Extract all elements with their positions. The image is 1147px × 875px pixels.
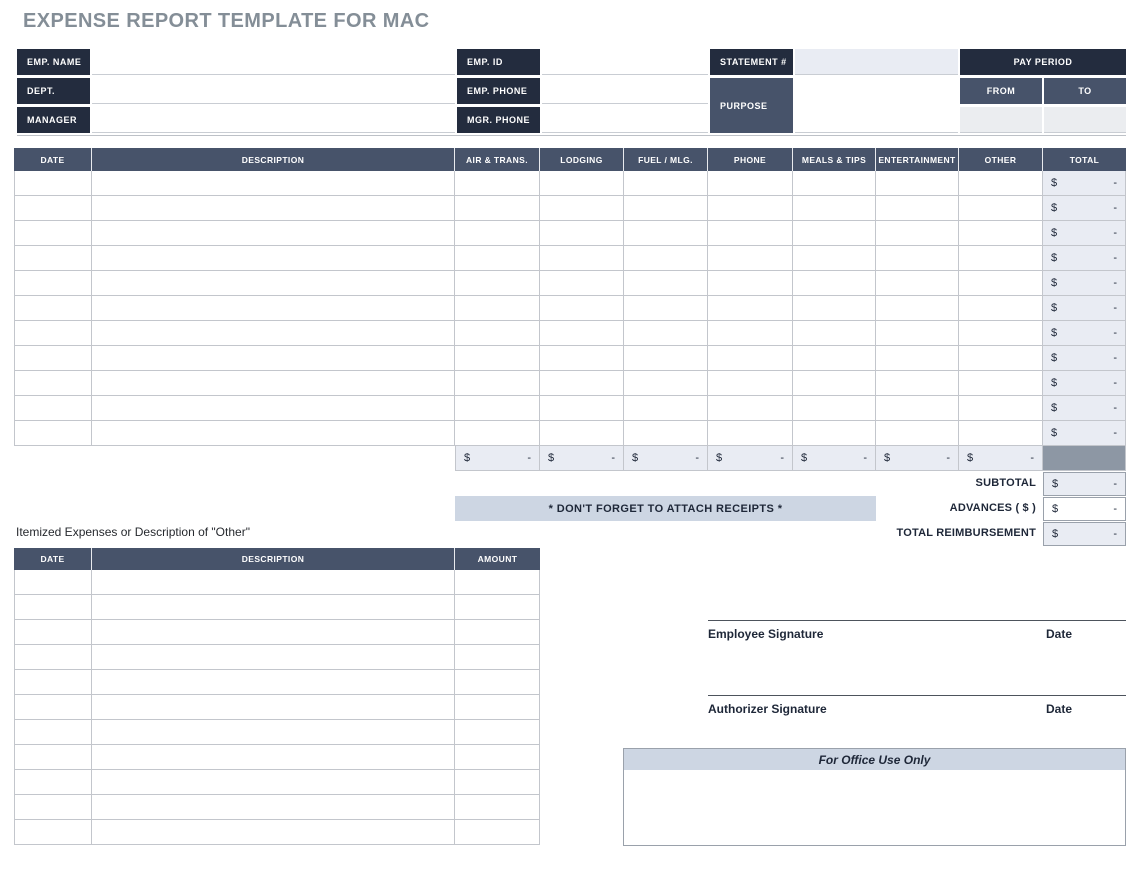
- grand-total-blocked-cell: [1043, 446, 1126, 471]
- emp-phone-label: EMP. PHONE: [457, 78, 540, 104]
- row-total-cell: [1043, 421, 1126, 446]
- table-row: [14, 795, 540, 820]
- empty-amount: -: [1113, 227, 1117, 239]
- currency-symbol: $: [1052, 503, 1059, 515]
- itemized-col-header-description: DESCRIPTION: [92, 548, 455, 570]
- currency-symbol: $: [1051, 227, 1058, 239]
- table-row: [14, 171, 1126, 196]
- description-cell[interactable]: [92, 321, 455, 346]
- meals-tips-cell[interactable]: [793, 421, 876, 446]
- lodging-cell[interactable]: [540, 421, 624, 446]
- empty-amount: -: [780, 452, 784, 464]
- statement-input[interactable]: [795, 49, 958, 75]
- empty-amount: -: [1113, 478, 1117, 490]
- description-cell[interactable]: [92, 196, 455, 221]
- other-cell[interactable]: [959, 421, 1043, 446]
- currency-symbol: $: [1051, 202, 1058, 214]
- mgr-phone-input[interactable]: [542, 107, 708, 133]
- itemized-description-cell[interactable]: [92, 645, 455, 670]
- empty-amount: -: [1113, 252, 1117, 264]
- empty-amount: -: [1113, 402, 1117, 414]
- empty-amount: -: [1113, 528, 1117, 540]
- other-cell[interactable]: [959, 371, 1043, 396]
- currency-symbol: $: [1051, 377, 1058, 389]
- lodging-cell[interactable]: [540, 396, 624, 421]
- itemized-description-cell[interactable]: [92, 695, 455, 720]
- itemized-amount-cell[interactable]: [455, 570, 540, 595]
- employee-signature-label: Employee Signature: [708, 627, 824, 641]
- fuel-mlg-cell[interactable]: [624, 221, 708, 246]
- description-cell[interactable]: [92, 371, 455, 396]
- currency-symbol: $: [1052, 528, 1059, 540]
- table-row: [14, 570, 540, 595]
- empty-amount: -: [1113, 352, 1117, 364]
- date-cell[interactable]: [14, 246, 92, 271]
- pay-period-from-input[interactable]: [960, 107, 1042, 133]
- meals-tips-total-cell: [793, 446, 876, 471]
- itemized-date-cell[interactable]: [14, 745, 92, 770]
- description-cell[interactable]: [92, 271, 455, 296]
- date-cell[interactable]: [14, 221, 92, 246]
- itemized-date-cell[interactable]: [14, 595, 92, 620]
- itemized-amount-cell[interactable]: [455, 595, 540, 620]
- empty-amount: -: [1113, 503, 1117, 515]
- lodging-cell[interactable]: [540, 171, 624, 196]
- currency-symbol: $: [1052, 478, 1059, 490]
- date-cell[interactable]: [14, 421, 92, 446]
- itemized-col-header-amount: AMOUNT: [455, 548, 540, 570]
- row-total-cell: [1043, 321, 1126, 346]
- itemized-description-cell[interactable]: [92, 595, 455, 620]
- fuel-mlg-cell[interactable]: [624, 346, 708, 371]
- empty-amount: -: [1113, 377, 1117, 389]
- statement-label: STATEMENT #: [710, 49, 793, 75]
- currency-symbol: $: [1051, 327, 1058, 339]
- date-cell[interactable]: [14, 196, 92, 221]
- date-cell[interactable]: [14, 371, 92, 396]
- entertainment-cell[interactable]: [876, 221, 959, 246]
- table-row: [14, 271, 1126, 296]
- table-row: [14, 770, 540, 795]
- other-cell[interactable]: [959, 171, 1043, 196]
- fuel-mlg-cell[interactable]: [624, 171, 708, 196]
- table-row: [14, 296, 1126, 321]
- manager-input[interactable]: [92, 107, 455, 133]
- meals-tips-cell[interactable]: [793, 296, 876, 321]
- table-row: [14, 745, 540, 770]
- itemized-date-cell[interactable]: [14, 820, 92, 845]
- subtotal-label: SUBTOTAL: [975, 477, 1036, 489]
- lodging-cell[interactable]: [540, 371, 624, 396]
- phone-cell[interactable]: [708, 271, 793, 296]
- entertainment-cell[interactable]: [876, 421, 959, 446]
- empty-amount: -: [1113, 427, 1117, 439]
- itemized-date-cell[interactable]: [14, 645, 92, 670]
- other-cell[interactable]: [959, 396, 1043, 421]
- emp-name-label: EMP. NAME: [17, 49, 90, 75]
- lodging-cell[interactable]: [540, 196, 624, 221]
- expense-table: [14, 148, 1126, 471]
- dept-input[interactable]: [92, 78, 455, 104]
- meals-tips-cell[interactable]: [793, 371, 876, 396]
- currency-symbol: $: [464, 452, 471, 464]
- total-reimbursement-label: TOTAL REIMBURSEMENT: [896, 527, 1036, 539]
- date-cell[interactable]: [14, 271, 92, 296]
- itemized-header-row: [14, 548, 540, 570]
- entertainment-cell[interactable]: [876, 246, 959, 271]
- itemized-amount-cell[interactable]: [455, 695, 540, 720]
- row-total-cell: [1043, 296, 1126, 321]
- meals-tips-cell[interactable]: [793, 271, 876, 296]
- empty-amount: -: [611, 452, 615, 464]
- empty-amount: -: [527, 452, 531, 464]
- table-row: [14, 371, 1126, 396]
- description-cell[interactable]: [92, 171, 455, 196]
- itemized-description-cell[interactable]: [92, 770, 455, 795]
- air-trans-cell[interactable]: [455, 196, 540, 221]
- date-cell[interactable]: [14, 171, 92, 196]
- entertainment-cell[interactable]: [876, 171, 959, 196]
- table-row: [14, 670, 540, 695]
- air-trans-cell[interactable]: [455, 221, 540, 246]
- itemized-date-cell[interactable]: [14, 770, 92, 795]
- office-use-area[interactable]: [623, 770, 1126, 846]
- currency-symbol: $: [716, 452, 723, 464]
- description-cell[interactable]: [92, 421, 455, 446]
- col-header-air-trans: AIR & TRANS.: [455, 148, 540, 171]
- advances-label: ADVANCES ( $ ): [949, 502, 1036, 514]
- col-header-fuel-mlg: FUEL / MLG.: [624, 148, 708, 171]
- description-cell[interactable]: [92, 396, 455, 421]
- totals-row-spacer: [92, 446, 455, 471]
- itemized-amount-cell[interactable]: [455, 620, 540, 645]
- itemized-col-header-date: DATE: [14, 548, 92, 570]
- itemized-amount-cell[interactable]: [455, 670, 540, 695]
- row-total-cell: [1043, 346, 1126, 371]
- itemized-table: [14, 548, 540, 845]
- currency-symbol: $: [1051, 402, 1058, 414]
- page-title: EXPENSE REPORT TEMPLATE FOR MAC: [23, 10, 430, 32]
- currency-symbol: $: [801, 452, 808, 464]
- empty-amount: -: [1113, 277, 1117, 289]
- currency-symbol: $: [884, 452, 891, 464]
- description-cell[interactable]: [92, 246, 455, 271]
- row-total-cell: [1043, 246, 1126, 271]
- empty-amount: -: [695, 452, 699, 464]
- empty-amount: -: [1113, 202, 1117, 214]
- attach-receipts-banner: * DON'T FORGET TO ATTACH RECEIPTS *: [455, 496, 876, 521]
- entertainment-cell[interactable]: [876, 321, 959, 346]
- air-trans-total-cell: [455, 446, 540, 471]
- col-header-total: TOTAL: [1043, 148, 1126, 171]
- table-row: [14, 620, 540, 645]
- row-total-cell: [1043, 396, 1126, 421]
- office-use-header: For Office Use Only: [623, 748, 1126, 771]
- meals-tips-cell[interactable]: [793, 171, 876, 196]
- dept-label: DEPT.: [17, 78, 90, 104]
- currency-symbol: $: [1051, 252, 1058, 264]
- itemized-amount-cell[interactable]: [455, 770, 540, 795]
- row-total-cell: [1043, 371, 1126, 396]
- table-row: [14, 246, 1126, 271]
- itemized-amount-cell[interactable]: [455, 645, 540, 670]
- table-row: [14, 595, 540, 620]
- phone-cell[interactable]: [708, 246, 793, 271]
- pay-period-to-label: TO: [1044, 78, 1126, 104]
- empty-amount: -: [863, 452, 867, 464]
- currency-symbol: $: [1051, 302, 1058, 314]
- col-header-lodging: LODGING: [540, 148, 624, 171]
- row-total-cell: [1043, 271, 1126, 296]
- other-cell[interactable]: [959, 221, 1043, 246]
- empty-amount: -: [1113, 177, 1117, 189]
- col-header-phone: PHONE: [708, 148, 793, 171]
- fuel-mlg-cell[interactable]: [624, 396, 708, 421]
- table-row: [14, 695, 540, 720]
- entertainment-cell[interactable]: [876, 371, 959, 396]
- fuel-mlg-cell[interactable]: [624, 271, 708, 296]
- table-row: [14, 221, 1126, 246]
- itemized-amount-cell[interactable]: [455, 720, 540, 745]
- lodging-total-cell: [540, 446, 624, 471]
- totals-row-spacer: [14, 446, 92, 471]
- empty-amount: -: [1113, 327, 1117, 339]
- fuel-mlg-cell[interactable]: [624, 421, 708, 446]
- table-row: [14, 820, 540, 845]
- fuel-mlg-cell[interactable]: [624, 321, 708, 346]
- pay-period-from-label: FROM: [960, 78, 1042, 104]
- entertainment-cell[interactable]: [876, 271, 959, 296]
- authorizer-signature-line[interactable]: [708, 695, 1126, 696]
- table-row: [14, 346, 1126, 371]
- itemized-description-cell[interactable]: [92, 745, 455, 770]
- col-header-entertainment: ENTERTAINMENT: [876, 148, 959, 171]
- other-cell[interactable]: [959, 296, 1043, 321]
- employee-date-label: Date: [1046, 627, 1073, 641]
- empty-amount: -: [1113, 302, 1117, 314]
- air-trans-cell[interactable]: [455, 396, 540, 421]
- air-trans-cell[interactable]: [455, 296, 540, 321]
- pay-period-header: PAY PERIOD: [960, 49, 1126, 75]
- pay-period-to-input[interactable]: [1044, 107, 1126, 133]
- table-row: [14, 421, 1126, 446]
- fuel-mlg-cell[interactable]: [624, 371, 708, 396]
- currency-symbol: $: [1051, 352, 1058, 364]
- date-cell[interactable]: [14, 396, 92, 421]
- expense-table-header-row: [14, 148, 1126, 171]
- air-trans-cell[interactable]: [455, 421, 540, 446]
- phone-cell[interactable]: [708, 371, 793, 396]
- entertainment-cell[interactable]: [876, 396, 959, 421]
- currency-symbol: $: [1051, 427, 1058, 439]
- fuel-mlg-total-cell: [624, 446, 708, 471]
- col-header-date: DATE: [14, 148, 92, 171]
- entertainment-cell[interactable]: [876, 296, 959, 321]
- fuel-mlg-cell[interactable]: [624, 296, 708, 321]
- subtotal-value: [1043, 472, 1126, 496]
- phone-cell[interactable]: [708, 171, 793, 196]
- meals-tips-cell[interactable]: [793, 246, 876, 271]
- purpose-label: PURPOSE: [710, 78, 793, 133]
- air-trans-cell[interactable]: [455, 271, 540, 296]
- fuel-mlg-cell[interactable]: [624, 246, 708, 271]
- phone-total-cell: [708, 446, 793, 471]
- col-header-other: OTHER: [959, 148, 1043, 171]
- currency-symbol: $: [548, 452, 555, 464]
- itemized-date-cell[interactable]: [14, 695, 92, 720]
- other-cell[interactable]: [959, 346, 1043, 371]
- itemized-date-cell[interactable]: [14, 570, 92, 595]
- column-totals-row: [14, 446, 1126, 471]
- phone-cell[interactable]: [708, 221, 793, 246]
- meals-tips-cell[interactable]: [793, 346, 876, 371]
- itemized-caption: Itemized Expenses or Description of "Other": [16, 525, 250, 539]
- itemized-amount-cell[interactable]: [455, 745, 540, 770]
- currency-symbol: $: [1051, 177, 1058, 189]
- meals-tips-cell[interactable]: [793, 321, 876, 346]
- itemized-date-cell[interactable]: [14, 620, 92, 645]
- meals-tips-cell[interactable]: [793, 396, 876, 421]
- air-trans-cell[interactable]: [455, 246, 540, 271]
- total-reimbursement-value: [1043, 522, 1126, 546]
- entertainment-cell[interactable]: [876, 196, 959, 221]
- table-row: [14, 720, 540, 745]
- currency-symbol: $: [1051, 277, 1058, 289]
- air-trans-cell[interactable]: [455, 171, 540, 196]
- lodging-cell[interactable]: [540, 221, 624, 246]
- date-cell[interactable]: [14, 296, 92, 321]
- itemized-amount-cell[interactable]: [455, 820, 540, 845]
- empty-amount: -: [1030, 452, 1034, 464]
- info-block-divider: [17, 135, 1126, 136]
- itemized-date-cell[interactable]: [14, 670, 92, 695]
- air-trans-cell[interactable]: [455, 321, 540, 346]
- air-trans-cell[interactable]: [455, 346, 540, 371]
- table-row: [14, 196, 1126, 221]
- lodging-cell[interactable]: [540, 321, 624, 346]
- itemized-description-cell[interactable]: [92, 670, 455, 695]
- phone-cell[interactable]: [708, 296, 793, 321]
- table-row: [14, 321, 1126, 346]
- table-row: [14, 396, 1126, 421]
- phone-cell[interactable]: [708, 321, 793, 346]
- lodging-cell[interactable]: [540, 346, 624, 371]
- expense-table-body: [14, 171, 1126, 446]
- itemized-description-cell[interactable]: [92, 570, 455, 595]
- currency-symbol: $: [632, 452, 639, 464]
- entertainment-cell[interactable]: [876, 346, 959, 371]
- description-cell[interactable]: [92, 346, 455, 371]
- fuel-mlg-cell[interactable]: [624, 196, 708, 221]
- emp-name-input[interactable]: [92, 49, 455, 75]
- meals-tips-cell[interactable]: [793, 196, 876, 221]
- employee-signature-line[interactable]: [708, 620, 1126, 621]
- itemized-description-cell[interactable]: [92, 795, 455, 820]
- currency-symbol: $: [967, 452, 974, 464]
- phone-cell[interactable]: [708, 421, 793, 446]
- authorizer-date-label: Date: [1046, 702, 1073, 716]
- itemized-date-cell[interactable]: [14, 720, 92, 745]
- other-cell[interactable]: [959, 196, 1043, 221]
- date-cell[interactable]: [14, 321, 92, 346]
- mgr-phone-label: MGR. PHONE: [457, 107, 540, 133]
- row-total-cell: [1043, 171, 1126, 196]
- itemized-description-cell[interactable]: [92, 720, 455, 745]
- entertainment-total-cell: [876, 446, 959, 471]
- phone-cell[interactable]: [708, 396, 793, 421]
- manager-label: MANAGER: [17, 107, 90, 133]
- phone-cell[interactable]: [708, 346, 793, 371]
- description-cell[interactable]: [92, 296, 455, 321]
- row-total-cell: [1043, 196, 1126, 221]
- empty-amount: -: [946, 452, 950, 464]
- itemized-description-cell[interactable]: [92, 820, 455, 845]
- description-cell[interactable]: [92, 221, 455, 246]
- phone-cell[interactable]: [708, 196, 793, 221]
- col-header-description: DESCRIPTION: [92, 148, 455, 171]
- purpose-input[interactable]: [795, 78, 958, 133]
- other-total-cell: [959, 446, 1043, 471]
- advances-value[interactable]: [1043, 497, 1126, 521]
- emp-phone-input[interactable]: [542, 78, 708, 104]
- table-row: [14, 645, 540, 670]
- authorizer-signature-label: Authorizer Signature: [708, 702, 827, 716]
- other-cell[interactable]: [959, 246, 1043, 271]
- emp-id-label: EMP. ID: [457, 49, 540, 75]
- date-cell[interactable]: [14, 346, 92, 371]
- lodging-cell[interactable]: [540, 296, 624, 321]
- other-cell[interactable]: [959, 321, 1043, 346]
- lodging-cell[interactable]: [540, 246, 624, 271]
- row-total-cell: [1043, 221, 1126, 246]
- itemized-date-cell[interactable]: [14, 795, 92, 820]
- itemized-table-body: [14, 570, 540, 845]
- other-cell[interactable]: [959, 271, 1043, 296]
- col-header-meals-tips: MEALS & TIPS: [793, 148, 876, 171]
- itemized-description-cell[interactable]: [92, 620, 455, 645]
- emp-id-input[interactable]: [542, 49, 708, 75]
- meals-tips-cell[interactable]: [793, 221, 876, 246]
- air-trans-cell[interactable]: [455, 371, 540, 396]
- lodging-cell[interactable]: [540, 271, 624, 296]
- itemized-amount-cell[interactable]: [455, 795, 540, 820]
